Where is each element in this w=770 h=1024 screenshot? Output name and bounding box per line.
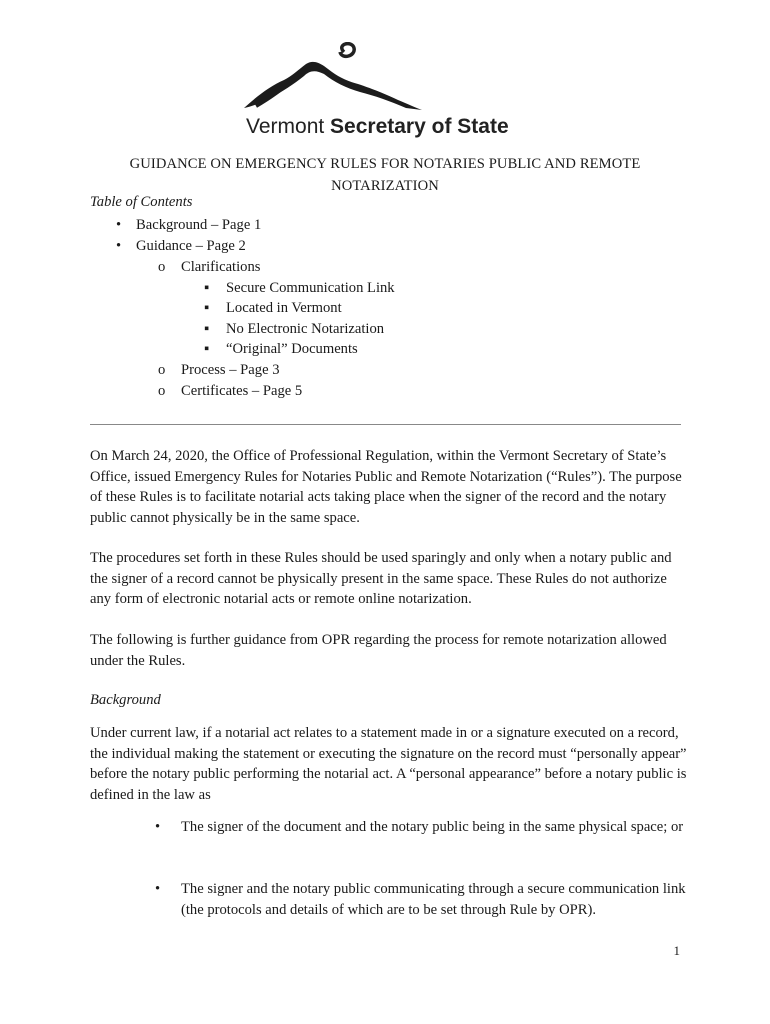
background-heading: Background	[90, 692, 161, 708]
logo-word-regular: Vermont	[246, 115, 331, 138]
list-item-text: The signer of the document and the notary public being in the same physical space; or	[181, 819, 684, 835]
toc-item-label: Certificates – Page 5	[181, 383, 303, 399]
square-bullet-icon: ▪	[204, 321, 210, 337]
square-bullet-icon: ▪	[204, 300, 210, 316]
toc-item-label: Clarifications	[181, 259, 261, 275]
bullet-icon: •	[155, 819, 161, 835]
bullet-icon: •	[155, 881, 161, 897]
logo-wordmark	[246, 115, 509, 139]
circle-bullet-icon: o	[158, 362, 166, 378]
document-title: GUIDANCE ON EMERGENCY RULES FOR NOTARIES PUBLIC AND REMOTE NOTARIZATION	[129, 156, 641, 194]
logo-word-bold: Secretary of State	[330, 115, 509, 138]
page-number: 1	[673, 943, 680, 958]
toc-item-label: Secure Communication Link	[226, 280, 395, 296]
mountain-logo-icon	[236, 42, 536, 117]
square-bullet-icon: ▪	[204, 280, 210, 296]
toc-heading: Table of Contents	[90, 194, 193, 210]
square-bullet-icon: ▪	[204, 341, 210, 357]
procedures-paragraph: The procedures set forth in these Rules should be used sparingly and only when a notary public and the signer of a record cannot be physically present in the same space. These Rules do not authorize any form of electronic notarial acts or remote online notarization.	[90, 550, 672, 607]
divider-line	[90, 424, 681, 425]
bullet-icon: •	[116, 217, 122, 233]
intro-paragraph: On March 24, 2020, the Office of Professional Regulation, within the Vermont Secretary of State’s Office, issued Emergency Rules for Notaries Public and Remote Notarization (“Rules”). The purpose of these Rules is to facilitate notarial acts taking place when the signer of the record and the notary public cannot physically be in the same space.	[90, 448, 682, 526]
toc-item-label: “Original” Documents	[226, 341, 358, 357]
list-item-text: The signer and the notary public communicating through a secure communication link (the protocols and details of which are to be set through Rule by OPR).	[181, 881, 686, 918]
background-paragraph: Under current law, if a notarial act relates to a statement made in or a signature executed on a record, the individual making the statement or executing the signature on the record must “personally appear” before the notary public performing the notarial act. A “personal appearance” before a notary public is defined in the law as	[90, 725, 687, 803]
toc-item-label: Process – Page 3	[181, 362, 280, 378]
guidance-paragraph: The following is further guidance from OPR regarding the process for remote notarization allowed under the Rules.	[90, 632, 667, 669]
vermont-sos-logo	[236, 42, 536, 142]
circle-bullet-icon: o	[158, 259, 166, 275]
bullet-icon: •	[116, 238, 122, 254]
toc-item-label: Located in Vermont	[226, 300, 342, 316]
toc-item-label: Guidance – Page 2	[136, 238, 246, 254]
circle-bullet-icon: o	[158, 383, 166, 399]
toc-item-label: No Electronic Notarization	[226, 321, 385, 337]
toc-item-label: Background – Page 1	[136, 217, 262, 233]
